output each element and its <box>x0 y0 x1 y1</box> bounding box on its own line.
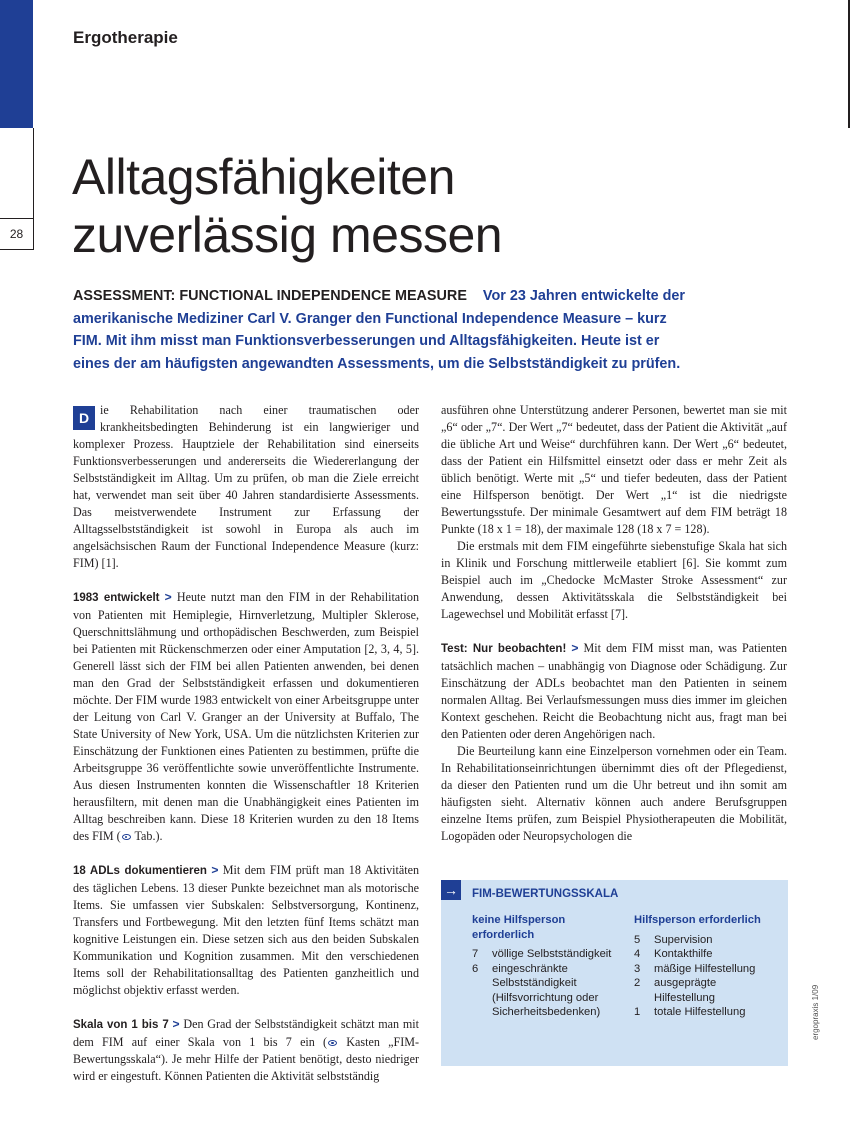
arrow-icon: > <box>571 641 579 655</box>
lead-kicker: ASSESSMENT: FUNCTIONAL INDEPENDENCE MEASURE <box>73 288 467 304</box>
box-left-heading: keine Hilfsperson erforderlich <box>472 914 566 941</box>
scale-item-number: 6 <box>472 962 479 975</box>
scale-item <box>634 947 779 962</box>
section-scale <box>73 1016 419 1085</box>
scale-item-number: 7 <box>472 948 479 960</box>
intro-text: ie Rehabilitation nach einer traumatischen oder krankheitsbedingten Behinderung ist ein langwieriger und komplexer Prozess. Hauptziele der Rehabilitation sind einerseits Funktionsverbesserungen und andererseits die Wiedererlangung der Selbstständigkeit im Alltag. Um zu prüfen, ob man die Ziele erreicht hat, verwendet man seit über 40 Jahren standardisierte Assessments. Das meistverwendete Instrument zur Erfassung der Alltagsselbstständigkeit ist sowohl in Europa als auch im angelsächsischen Raum der Functional Independence Measure (kurz: FIM) [1]. <box>73 403 419 570</box>
section-observe <box>441 640 787 743</box>
box-column-helper <box>634 913 779 1020</box>
scale-item <box>472 947 617 962</box>
right-paragraph-3: Die Beurteilung kann eine Einzelperson vornehmen oder ein Team. In Rehabilitationseinrichtungen übernimmt dies oft der Pflegedienst, da dieser den Patienten rund um die Uhr betreut und ihn somit am häufigsten sieht. Alternativ können auch andere Berufsgruppen einzelne Items prüfen, zum Beispiel Physiotherapeuten die Mobilität, Logopäden oder Neuropsychologen die <box>441 744 787 843</box>
subhead-adl: 18 ADLs dokumentieren <box>73 865 207 877</box>
intro-paragraph <box>73 402 419 572</box>
lead-text: Vor 23 Jahren entwickelte der amerikanische Mediziner Carl V. Granger den Functional Independence Measure – kurz FIM. Mit ihm misst man Funktionsverbesserungen und Alltagsfähigkeiten. Heute ist er eines der am häufigsten angewandten Assessments, um die Selbstständigkeit zu prüfen. <box>73 288 686 372</box>
subhead-scale: Skala von 1 bis 7 <box>73 1019 169 1031</box>
article-title <box>72 148 502 264</box>
right-paragraph-1: ausführen ohne Unterstützung anderer Personen, bewertet man sie mit „6“ oder „7“. Der Wert „7“ bedeutet, dass der Patient die Aktivität „auf die übliche Art und Weise“ durchführen kann. Der Wert „6“ bedeutet, dass der Patient ein Hilfsmittel einsetzt oder dass er mehr Zeit als üblich benötigt. Werte mit „5“ und tiefer bedeuten, dass der Patient eine Hilfsperson benötigt. Der Wert „1“ ist die niedrigste Bewertungsstufe. Der minimale Gesamtwert auf dem FIM beträgt 18 Punkte (18 x 1 = 18), der maximale 128 (18 x 7 = 128). <box>441 403 787 536</box>
section-scale-tail: Kasten „FIM-Bewertungsskala“). Je mehr Hilfe der Patient benötigt, desto niedriger wird er eingestuft. Können Patienten die Aktivität selbstständig <box>73 1035 420 1083</box>
box-right-heading: Hilfsperson erforderlich <box>634 914 761 926</box>
section-scale-text: Den Grad der Selbstständigkeit schätzt man mit dem FIM auf einer Skala von 1 bis 7 ein ( <box>73 1017 419 1049</box>
subhead-observe: Test: Nur beobachten! <box>441 643 567 655</box>
scale-item <box>472 962 617 1020</box>
arrow-icon: > <box>211 863 219 877</box>
title-line-1: Alltagsfähigkeiten <box>72 149 455 205</box>
section-1983 <box>73 589 419 845</box>
scale-item-label: totale Hilfestellung <box>654 1006 746 1018</box>
arrow-icon: > <box>164 590 172 604</box>
section-adl-text: Mit dem FIM prüft man 18 Aktivitäten des täglichen Lebens. 13 dieser Punkte bezeichnet man als motorische Items. Sie umfassen vier Subskalen: Selbstversorgung, Kontinenz, Transfers und Fortbewegung. Mit den letzten fünf Items schätzt man kognitive Leistungen ein. Diese setzen sich aus den beiden Subskalen Kommunikation und Kognition zusammen. Mit den verschiedenen Items soll der Rehabilitationsalltag des Patienten ganzheitlich und möglichst objektiv erfasst werden. <box>73 863 420 997</box>
section-1983-text: Heute nutzt man den FIM in der Rehabilitation von Patienten mit Hemiplegie, Hirnverletzung, Multipler Sklerose, Querschnittslähmung und orthopädischen Beschwerden, zum Beispiel bei Patienten mit Rückenschmerzen oder einer Amputation [2, 3, 4, 5]. Generell lässt sich der FIM bei allen Patienten anwenden, bei denen man den Grad der Selbstständigkeit erfassen und dokumentieren möchte. Der FIM wurde 1983 entwickelt von einer Arbeitsgruppe unter der Leitung von Carl V. Granger an der University at Buffalo, The State University of New York, USA. Um die nützlichsten Kriterien zur Einschätzung der Funktionen eines Patienten zu bestimmen, prüfte die Arbeitsgruppe 36 veröffentlichte sowie unveröffentlichte Instrumente. Aus diesen Instrumenten konnten die Wissenschaftler 18 Kriterien herausfiltern, mit denen man die Unabhängigkeit eines Patienten im Alltag beschreiben kann. Diese 18 Kriterien wurden zu den 18 Items des FIM ( <box>73 590 419 843</box>
scale-item-number: 2 <box>634 977 641 989</box>
subhead-1983: 1983 entwickelt <box>73 592 160 604</box>
scale-item-number: 4 <box>634 948 641 960</box>
section-observe-text: Mit dem FIM misst man, was Patienten tatsächlich machen – unabhängig von Diagnose oder Schädigung. Zur Einschätzung der ADLs beobachtet man den Patienten in seinem normalen Alltag. Bei Verlaufsmessungen muss dies immer im gleichen Kontext geschehen. Reicht die Beobachtung nicht aus, fragt man bei den Patienten oder deren Angehörigen nach. <box>441 641 787 741</box>
section-adl <box>73 862 419 999</box>
scale-item-label: Kontakthilfe <box>654 948 713 960</box>
scale-item-number: 1 <box>634 1006 641 1018</box>
arrow-icon: > <box>172 1017 180 1031</box>
scale-item-number: 5 <box>634 933 641 946</box>
scale-item <box>634 933 779 948</box>
lead-paragraph <box>73 285 693 375</box>
margin-rule <box>33 128 34 250</box>
journal-reference: ergopraxis 1/09 <box>811 984 820 1040</box>
fim-scale-box <box>441 880 788 1066</box>
box-column-no-helper <box>472 913 617 1020</box>
arrow-right-icon: → <box>441 880 461 900</box>
section-label: Ergotherapie <box>73 28 178 47</box>
drop-cap: D <box>73 406 95 430</box>
box-title: FIM-BEWERTUNGSSKALA <box>472 888 619 900</box>
scale-item-label: ausgeprägte Hilfestellung <box>654 977 717 1004</box>
scale-item <box>634 962 779 977</box>
scale-item-label: eingeschränkte Selbstständigkeit (Hilfsvorrichtung oder Sicherheitsbedenken) <box>492 962 601 1018</box>
scale-item <box>634 1005 779 1020</box>
scale-item <box>634 976 779 1005</box>
scale-item-label: mäßige Hilfestellung <box>654 962 756 975</box>
scale-item-label: Supervision <box>654 933 713 946</box>
page-number: 28 <box>0 218 33 250</box>
title-line-2: zuverlässig messen <box>72 207 503 263</box>
eye-icon <box>122 834 131 840</box>
section-1983-tail: Tab.). <box>131 829 163 843</box>
right-paragraph-2: Die erstmals mit dem FIM eingeführte siebenstufige Skala hat sich in Klinik und Forschung mittlerweile etabliert [6]. Sie kommt zum Beispiel auch im „Chedocke McMaster Stroke Assessment“ zur Anwendung, dessen Aktivitätsskala die Selbstständigkeit bei Lagewechsel und Mobilität erfasst [7]. <box>441 539 787 621</box>
accent-bar <box>0 0 33 128</box>
column-left <box>73 402 419 1085</box>
eye-icon <box>328 1040 337 1046</box>
scale-item-label: völlige Selbstständigkeit <box>492 948 612 960</box>
scale-item-number: 3 <box>634 962 641 975</box>
column-right <box>441 402 787 845</box>
